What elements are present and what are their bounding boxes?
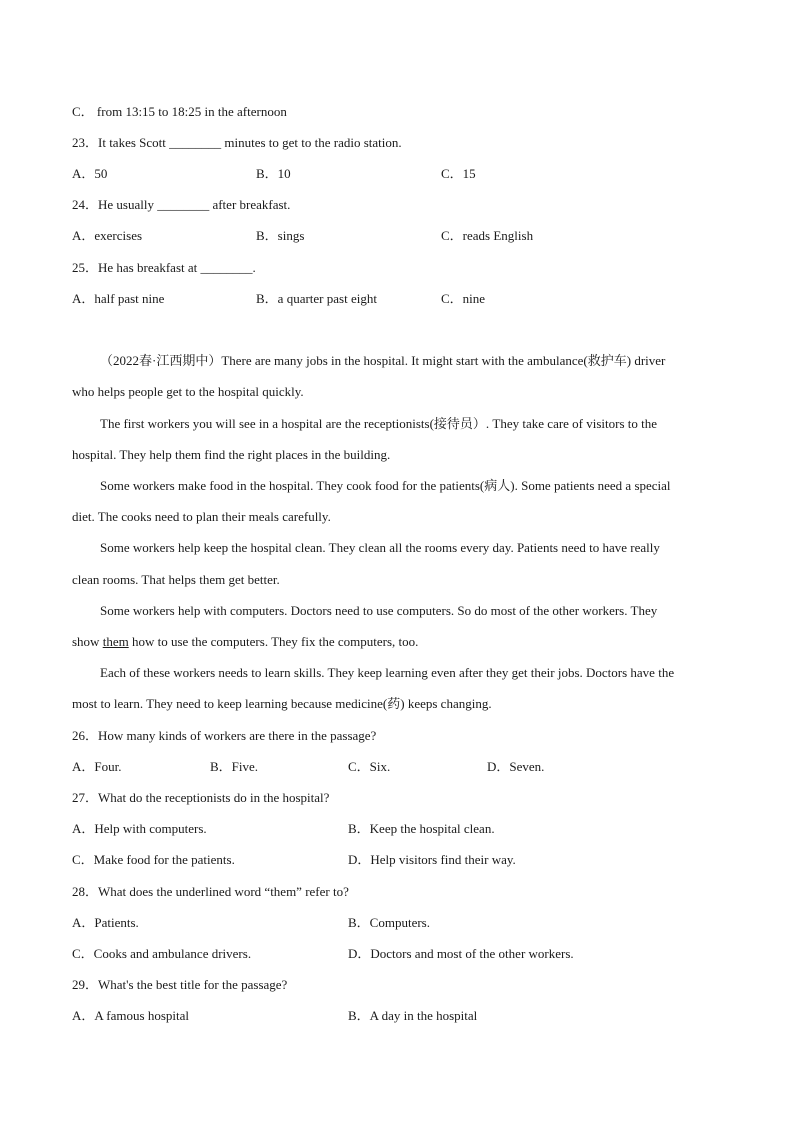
passage-p3-line2: diet. The cooks need to plan their meals carefully.	[72, 509, 331, 524]
q24-option-a: A．exercises	[72, 228, 143, 243]
q23-option-b: B．10	[256, 166, 291, 181]
q25-stem: 25．He has breakfast at ________.	[72, 260, 256, 275]
passage-p2-line2: hospital. They help them find the right places in the building.	[72, 447, 391, 462]
q28-option-a: A．Patients.	[72, 915, 139, 930]
passage-p1-line2: who helps people get to the hospital quickly.	[72, 384, 304, 399]
q26-option-c: C．Six.	[348, 759, 391, 774]
p5-after: how to use the computers. They fix the computers, too.	[128, 634, 419, 649]
q27-stem: 27．What do the receptionists do in the hospital?	[72, 790, 330, 805]
q26-option-d: D．Seven.	[487, 759, 545, 774]
q25-option-b: B．a quarter past eight	[256, 291, 377, 306]
q29-option-a: A．A famous hospital	[72, 1008, 189, 1023]
q27-option-d: D．Help visitors find their way.	[348, 852, 516, 867]
q23-stem: 23．It takes Scott ________ minutes to get to the radio station.	[72, 135, 402, 150]
q24-option-b: B．sings	[256, 228, 305, 243]
q24-option-c: C．reads English	[441, 228, 534, 243]
passage-p1-line1: （2022春·江西期中）There are many jobs in the hospital. It might start with the ambulance(救护车) driver	[100, 353, 666, 368]
q25-option-a: A．half past nine	[72, 291, 165, 306]
q26-option-a: A．Four.	[72, 759, 122, 774]
q25-option-c: C．nine	[441, 291, 486, 306]
q28-option-d: D．Doctors and most of the other workers.	[348, 946, 574, 961]
q29-stem: 29．What's the best title for the passage?	[72, 977, 288, 992]
q27-option-a: A．Help with computers.	[72, 821, 207, 836]
passage-p5-line1: Some workers help with computers. Doctors need to use computers. So do most of the other workers. They	[100, 603, 658, 618]
q26-stem: 26．How many kinds of workers are there in the passage?	[72, 728, 377, 743]
passage-p4-line2: clean rooms. That helps them get better.	[72, 572, 280, 587]
q27-option-c: C．Make food for the patients.	[72, 852, 235, 867]
p5-before: show	[72, 634, 103, 649]
underlined-word-them: them	[102, 634, 129, 649]
q29-option-b: B．A day in the hospital	[348, 1008, 478, 1023]
passage-p5-line2	[72, 633, 418, 651]
q22-option-c: C． from 13:15 to 18:25 in the afternoon	[72, 104, 287, 119]
q23-option-a: A．50	[72, 166, 108, 181]
q26-option-b: B．Five.	[210, 759, 259, 774]
q27-option-b: B．Keep the hospital clean.	[348, 821, 495, 836]
q28-stem: 28．What does the underlined word “them” refer to?	[72, 884, 349, 899]
passage-p4-line1: Some workers help keep the hospital clean. They clean all the rooms every day. Patients need to have really	[100, 540, 660, 555]
passage-p2-line1: The first workers you will see in a hospital are the receptionists(接待员）. They take care of visitors to the	[100, 416, 658, 431]
q28-option-b: B．Computers.	[348, 915, 430, 930]
passage-p3-line1: Some workers make food in the hospital. They cook food for the patients(病人). Some patients need a special	[100, 478, 671, 493]
q28-option-c: C．Cooks and ambulance drivers.	[72, 946, 252, 961]
passage-p6-line1: Each of these workers needs to learn skills. They keep learning even after they get their jobs. Doctors have the	[100, 665, 675, 680]
passage-p6-line2: most to learn. They need to keep learning because medicine(药) keeps changing.	[72, 696, 492, 711]
q23-option-c: C．15	[441, 166, 476, 181]
q24-stem: 24．He usually ________ after breakfast.	[72, 197, 291, 212]
